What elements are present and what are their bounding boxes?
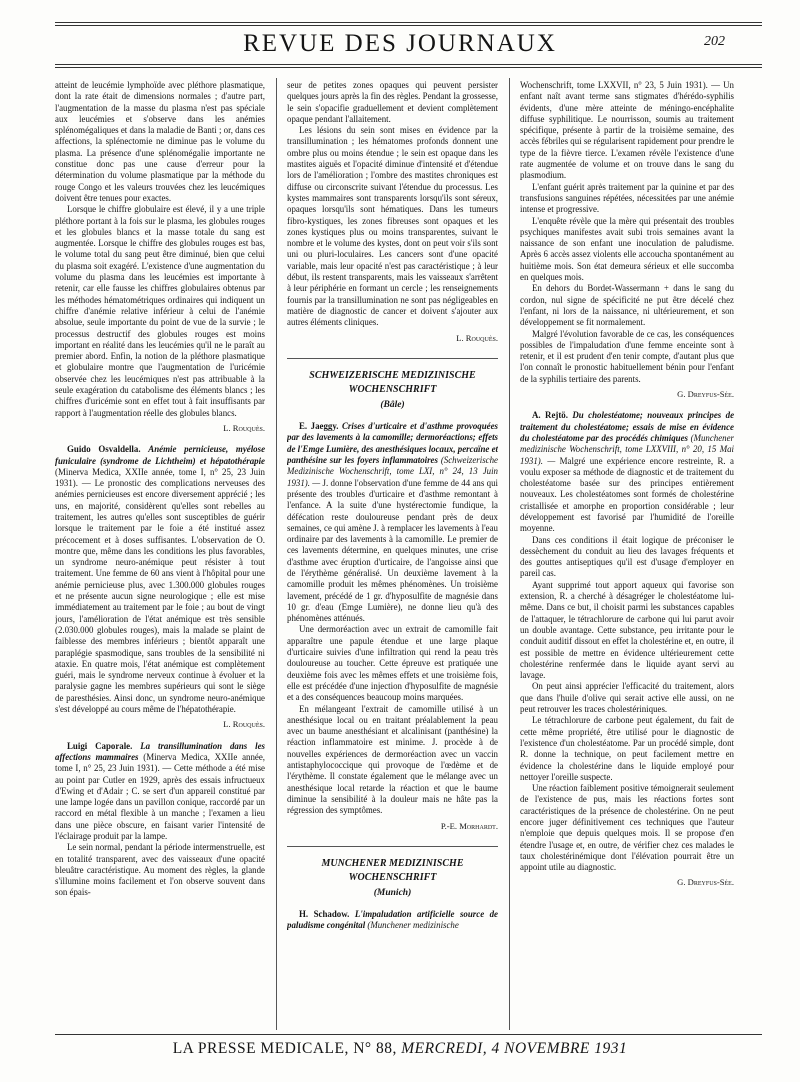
footer-rule <box>55 1034 762 1035</box>
column-1 <box>55 80 265 1030</box>
paragraph: Malgré l'évolution favorable de ce cas, les conséquences possibles de l'impaludation d'une femme enceinte sont à retenir, et il est prudent d'en tenir compte, d'autant plus que l'on connaît le pronostic habituellement bénin pour l'enfant de la syphilis tertiaire des parents. <box>520 328 734 384</box>
author-signature: G. Dreyfus-Sée. <box>677 389 734 400</box>
article-author: E. Jaeggy. <box>299 421 339 432</box>
article-reference: (Minerva Medica, XXIIe année, tome I, n° 25, 23 Juin 1931). — <box>55 466 265 489</box>
article-body: Malgré une expérience encore restreinte, R. a voulu exposer sa méthode de diagnostic et de traitement du cholestéatome basée sur des principes entièrement nouveaux. Les cholestéatomes sont formés de cholestérine cristallisée et amorphe en proportion considérable ; leur développement est favorisé par l'humidité de l'oreille moyenne. <box>520 455 734 534</box>
article-author: Luigi Caporale. <box>67 740 133 751</box>
journal-city: (Bâle) <box>380 399 405 410</box>
paragraph: On peut ainsi apprécier l'efficacité du traitement, alors que dans l'huile d'olive qui serait active elle aussi, on ne peut retrouver les traces cholestériniques. <box>520 681 734 715</box>
paragraph: seur de petites zones opaques qui peuvent persister quelques jours après la fin des règles. Pendant la grossesse, le sein s'opacifie graduellement et devient complètement opaque pendant l'allaitement. <box>287 80 498 124</box>
column-3 <box>520 80 734 1030</box>
author-signature: L. Rouquès. <box>223 719 265 730</box>
author-signature: L. Rouquès. <box>456 332 498 343</box>
journal-name: SCHWEIZERISCHE MEDIZINISCHE WOCHENSCHRIFT <box>309 369 476 395</box>
article-author: A. Rejtö. <box>532 410 568 421</box>
article-title: L'impaludation artificielle source de paludisme congénital <box>287 909 498 931</box>
article-reference: (Munchener medizinische <box>367 920 459 931</box>
paragraph: Une réaction faiblement positive témoignerait seulement de l'existence de pus, mais les réactions fortes sont caractéristiques de la présence de cholestérine. On ne peut encore juger définitivement ces techniques que l'auteur n'emploie que depuis quelques mois. Il se propose d'en étendre l'usage et, en outre, de vérifier chez ces malades le taux cholestérinémique dont l'élévation pourrait être un appoint utile au diagnostic. <box>520 783 734 873</box>
paragraph: Ayant supprimé tout apport aqueux qui favorise son extension, R. a cherché à désagréger le cholestéatome lui-même. Dans ce but, il choisit parmi les substances capables de l'attaquer, le tétrachlorure de carbone qui lui parut avoir un double avantage. Cette substance, peu irritante pour le conduit auditif dissout en effet la cholestérine et, en outre, il est possible de mettre en évidence ultérieurement cette cholestérine renfermée dans le liquide ayant servi au lavage. <box>520 579 734 681</box>
paragraph: En dehors du Bordet-Wassermann + dans le sang du cordon, nul signe de spécificité ne put être décelé chez l'enfant, ni lors de la naissance, ni ultérieurement, et son développement se fit normalement. <box>520 283 734 328</box>
article-title: Crises d'urticaire et d'asthme provoquées par des lavements à la camomille; dermoréactions; effets de l'Emge Lumière, des anesthésiques locaux, percaïne et panthésine sur les foyers inflammatoires <box>287 421 498 466</box>
footer-journal: LA PRESSE MEDICALE, <box>172 1040 349 1057</box>
article-title: Du cholestéatome; nouveaux principes de traitement du cholestéatome; essais de mise en évidence du cholestéatome par des procédés chimiques <box>520 410 734 443</box>
paragraph: En mélangeant l'extrait de camomille utilisé à un anesthésique local ou en traitant préalablement la peau avec un baume anesthésiant et alcalinisant (panthésine) la réaction inflammatoire est minime. J. procède à de nouvelles expériences de dermoréaction avec un vaccin antistaphylococcique qui provoque de l'œdème et de l'érythème. Il constate également que le mélange avec un anesthésique local retarde la réaction et que le baume diminue la sensibilité à la douleur mais ne hâte pas la régression des symptômes. <box>287 703 498 816</box>
header-rule-top <box>55 22 762 23</box>
paragraph: L'enquête révèle que la mère qui présentait des troubles psychiques manifestes avait subi trois semaines avant la naissance de son enfant une inoculation de paludisme. Après 6 accès assez violents elle accoucha spontanément au huitième mois. Son état demeura sérieux et elle succomba en quelques mois. <box>520 215 734 283</box>
column-2 <box>287 80 498 1030</box>
journal-city: (Munich) <box>373 887 412 898</box>
paragraph: Les lésions du sein sont mises en évidence par la transillumination ; les hématomes profonds donnent une ombre plus ou moins étendue ; le sein est opaque dans les mastites aiguës et l'opacité diminue d'intensité et d'étendue lors de l'amélioration ; l'ombre des mastites chroniques est diffuse ou circonscrite suivant l'étendue du processus. Les kystes mammaires sont transparents lorsqu'ils sont séreux, opaques lorsqu'ils sont hématiques. Dans les tumeurs fibro-kystiques, les zones fibreuses sont opaques et les zones kystiques plus ou moins transparentes, suivant le nombre et le volume des kystes, dont on peut voir s'ils sont uni ou pluri-loculaires. Les cancers sont d'une opacité variable, mais leur opacité n'est pas caractéristique ; à leur début, ils restent transparents, mais les vaisseaux s'arrêtent à leur périphérie en formant un cercle ; les renseignements fournis par la transillumination ne sont pas négligeables en matière de diagnostic de cancer et doivent s'ajouter aux autres éléments cliniques. <box>287 125 498 328</box>
paragraph: Une dermoréaction avec un extrait de camomille fait apparaître une papule étendue et une large plaque d'urticaire suivies d'une infiltration qui rend la peau très douloureuse au toucher. Cette épreuve est pratiquée une deuxième fois avec les mêmes effets et une troisième fois, elle est précédée d'une injection d'hyposulfite de magnésie et a des conséquences beaucoup moins marquées. <box>287 624 498 703</box>
footer-number: N° 88, <box>353 1040 397 1057</box>
paragraph: Lorsque le chiffre globulaire est élevé, il y a une triple pléthore portant à la fois sur le plasma, les globules rouges et les globules blancs et la masse totale du sang est augmentée. Lorsque le chiffre des globules rouges est bas, le volume total du sang peut être diminué, bien que celui du plasma soit exagéré. L'existence d'une augmentation du volume du plasma dans les leucémies est importante à retenir, car elle fausse les chiffres globulaires obtenus par les méthodes hématométriques ordinaires qui indiquent un chiffre d'anémie relative inférieur à celui de l'anémie absolue, seule importante du point de vue de la survie ; le processus destructif des globules rouges est moins important en réalité dans les leucémies qu'il ne le paraît au premier abord. Enfin, la notion de la pléthore plasmatique et globulaire montre que l'augmentation de l'uricémie observée chez les leucémiques n'est pas attribuable à la seule exagération du catabolisme des éléments blancs ; les chiffres d'uricémie sont en effet tout à fait insuffisants par rapport à l'augmentation réelle des globules blancs. <box>55 204 265 418</box>
column-divider-1 <box>276 78 277 1030</box>
paragraph: Le sein normal, pendant la période intermenstruelle, est en totalité transparent, avec des vaisseaux d'une opacité bleuâtre caractéristique. Au moment des règles, la glande s'illumine moins facilement et l'on observe souvent dans son épais- <box>55 842 265 898</box>
article-rejto <box>520 410 734 534</box>
paragraph: L'enfant guérit après traitement par la quinine et par des transfusions sanguines répétées, nécessitées par une anémie intense et progressive. <box>520 181 734 215</box>
column-divider-2 <box>509 78 510 1030</box>
journal-name: MUNCHENER MEDIZINISCHE WOCHENSCHRIFT <box>321 857 464 883</box>
article-author: Guido Osvaldella. <box>67 444 141 455</box>
paragraph: Wochenschrift, tome LXXVII, n° 23, 5 Juin 1931). — Un enfant naît avant terme sans stigmates d'hérédo-syphilis évidents, d'une mère atteinte de méningo-encéphalite diffuse syphilitique. Le nourrisson, soumis au traitement spécifique, présente à partir de la troisième semaine, des accès fébriles qui se régularisent rapidement pour prendre le type de la fièvre tierce. L'examen révèle l'existence d'une rate augmentée de volume et on trouve dans le sang du plasmodium. <box>520 80 734 181</box>
page-number: 202 <box>704 34 725 49</box>
journal-heading-schweizerische <box>287 358 498 411</box>
paragraph: atteint de leucémie lymphoïde avec pléthore plasmatique, dont la rate était de dimensions normales ; d'autre part, l'augmentation de la masse du plasma n'est pas spéciale aux leucémies et s'observe dans les anémies splénomégaliques et dans la maladie de Banti ; or, dans ces affections, la splénectomie ne diminue pas le volume du plasma. La présence d'une splénomégalie importante ne constitue donc pas une cause d'erreur pour la détermination du volume plasmatique par la méthode du rouge Congo et les valeurs trouvées chez les leucémiques doivent être tenues pour exactes. <box>55 80 265 203</box>
article-reference: (Minerva Medica, XXIIe année, tome I, n° 25, 23 Juin 1931). — <box>55 751 265 774</box>
paragraph: Dans ces conditions il était logique de préconiser le dessèchement du conduit au lieu des lavages fréquents et des gouttes antiseptiques qu'il est d'usage d'employer en pareil cas. <box>520 534 734 579</box>
footer-year: 1931 <box>594 1040 628 1057</box>
footer-date: MERCREDI, 4 NOVEMBRE <box>401 1040 590 1057</box>
page-title: REVUE DES JOURNAUX <box>243 30 557 57</box>
article-title: La transillumination dans les affections mammaires <box>55 740 265 762</box>
header-rule-bottom-2 <box>55 67 762 68</box>
author-signature: P.-E. Morhardt. <box>440 820 498 831</box>
author-signature: L. Rouquès. <box>223 422 265 433</box>
article-title: Anémie pernicieuse, myélose funiculaire (syndrome de Lichtheim) et hépatothérapie <box>55 444 265 466</box>
header-rule-bottom <box>55 64 762 65</box>
article-schadow <box>287 909 498 932</box>
article-reference: (Munchener medizinische Wochenschrift, tome LXXVIII, n° 20, 15 Mai 1931). — <box>520 432 734 466</box>
article-caporale <box>55 741 265 843</box>
journal-heading-munchener <box>287 846 498 899</box>
article-body: J. donne l'observation d'une femme de 44 ans qui présente des troubles d'urticaire et d'asthme remontant à l'enfance. A la suite d'une hystérectomie fundique, la défécation reste douloureuse pendant près de deux semaines, ce qui amène J. à remplacer les lavements à l'eau ordinaire par des lavements à la camomille. Le premier de ces lavements détermine, en quelques minutes, une crise d'asthme avec éruption d'urticaire, de l'angoisse ainsi que de l'érythème généralisé. Un deuxième lavement à la camomille produit les mêmes phénomènes. Un troisième lavement, précédé de 1 gr. d'hyposulfite de magnésie dans 10 gr. d'eau (Emge Lumière), ne donne lieu qu'à des phénomènes atténués. <box>287 477 498 624</box>
page-footer <box>0 1040 800 1058</box>
article-reference: (Schweizerische Medizinische Wochenschrift, tome LXI, n° 24, 13 Juin 1931). — <box>287 455 498 488</box>
paragraph: Le tétrachlorure de carbone peut également, du fait de cette même propriété, être utilisé pour le diagnostic de l'existence d'un cholestéatome. Par un procédé simple, dont R. donne la technique, on peut facilement mettre en évidence la cholestérine dans le liquide employé pour nettoyer l'oreille suspecte. <box>520 715 734 782</box>
article-osvaldella <box>55 444 265 715</box>
article-body: Le pronostic des complications nerveuses des anémies pernicieuses est encore diversement apprécié ; les uns, en majorité, considèrent qu'elles sont rebelles au traitement, les autres qu'elles sont susceptibles de guérir lorsque le traitement par le foie a été institué assez précocement et à doses suffisantes. L'observation de O. montre que, même dans les conditions les plus favorables, un syndrome neuro-anémique peut résister à tout traitement. Une femme de 60 ans vient à l'hôpital pour une anémie pernicieuse plus, avec 1.300.000 globules rouges et ne présente aucun signe neurologique ; elle est mise immédiatement au traitement par le foie ; au bout de vingt jours, l'amélioration de l'état anémique est très sensible (2.030.000 globules rouges), mais la malade se plaint de faiblesse des membres inférieurs ; bientôt apparaît une paraplégie spasmodique, sans troubles de la sensibilité ni ataxie. En quatre mois, l'état anémique est complètement guéri, mais le syndrome nerveux continue à évoluer et la paralysie gagne les membres supérieurs qui sont le siège de paresthésies. Ainsi donc, un syndrome neuro-anémique s'est développé au cours même de l'hépatothérapie. <box>55 478 265 715</box>
header-rule-top-2 <box>55 25 762 26</box>
author-signature: G. Dreyfus-Sée. <box>677 877 734 888</box>
article-author: H. Schadow. <box>299 909 350 920</box>
article-jaeggy <box>287 421 498 624</box>
article-body: Cette méthode a été mise au point par Cutler en 1929, après des essais infructueux d'Ewing et d'Adair ; C. se sert d'un appareil constitué par une lampe logée dans un pavillon conique, raccordé par un raccord en métal flexible à un manche ; l'examen a lieu dans une pièce obscure, en faisant varier l'intensité de l'éclairage produit par la lampe. <box>55 763 265 841</box>
